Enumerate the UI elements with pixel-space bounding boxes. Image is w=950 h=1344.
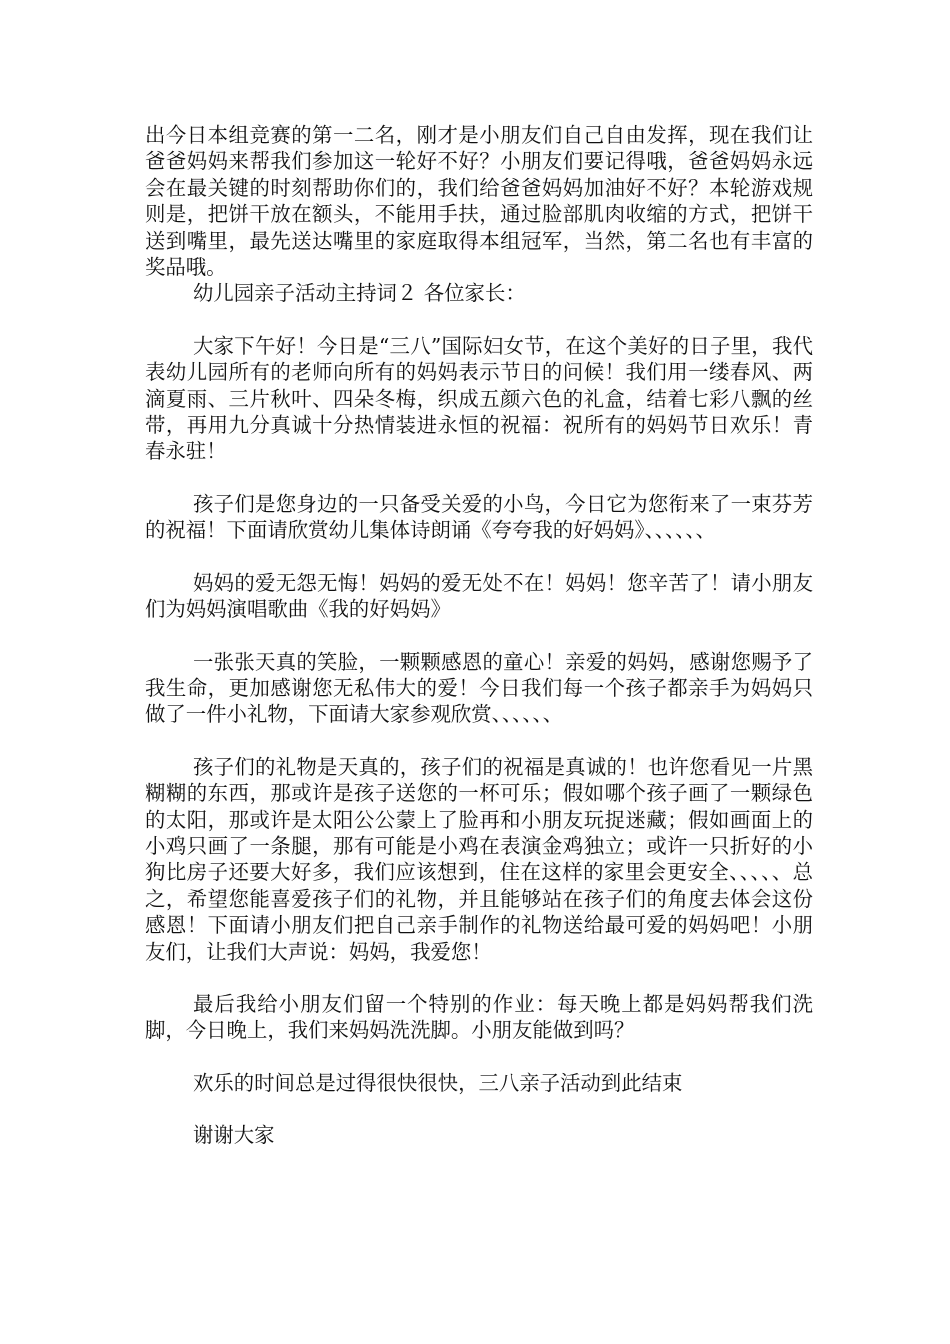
paragraph-gift-description: 孩子们的礼物是天真的，孩子们的祝福是真诚的！也许您看见一片黑糊糊的东西，那或许是孩子送您的一杯可乐；假如哪个孩子画了一颗绿色的太阳，那或许是太阳公公蒙上了脸再和小朋友玩捉迷藏；假如画面上的小鸡只画了一条腿，那有可能是小鸡在表演金鸡独立；或许一只折好的小狗比房子还要大好多，我们应该想到，住在这样的家里会更安全、、、、、总之，希望您能喜爱孩子们的礼物，并且能够站在孩子们的角度去体会这份感恩！下面请小朋友们把自己亲手制作的礼物送给最可爱的妈妈吧！小朋友们，让我们大声说：妈妈，我爱您！ [145,754,813,964]
paragraph-thanks: 谢谢大家 [193,1123,275,1148]
document-body [145,122,813,1149]
paragraph-closing: 欢乐的时间总是过得很快很快，三八亲子活动到此结束 [193,1070,683,1095]
paragraph-section-heading: 幼儿园亲子活动主持词２ 各位家长： [193,281,526,306]
paragraph-greeting: 大家下午好！今日是“三八”国际妇女节，在这个美好的日子里，我代表幼儿园所有的老师向所有的妈妈表示节日的问候！我们用一缕春风、两滴夏雨、三片秋叶、四朵冬梅，织成五颜六色的礼盒，结着七彩八飘的丝带，再用九分真诚十分热情装进永恒的祝福：祝所有的妈妈节日欢乐！青春永驻！ [145,333,813,464]
paragraph-game-rules: 出今日本组竞赛的第一二名，刚才是小朋友们自己自由发挥，现在我们让爸爸妈妈来帮我们参加这一轮好不好？小朋友们要记得哦，爸爸妈妈永远会在最关键的时刻帮助你们的，我们给爸爸妈妈加油好不好？本轮游戏规则是，把饼干放在额头，不能用手扶，通过脸部肌肉收缩的方式，把饼干送到嘴里，最先送达嘴里的家庭取得本组冠军，当然，第二名也有丰富的奖品哦。 [145,123,813,280]
paragraph-homework: 最后我给小朋友们留一个特别的作业：每天晚上都是妈妈帮我们洗脚，今日晚上，我们来妈妈洗洗脚。小朋友能做到吗？ [145,991,813,1043]
paragraph-gift-intro: 一张张天真的笑脸，一颗颗感恩的童心！亲爱的妈妈，感谢您赐予了我生命，更加感谢您无私伟大的爱！今日我们每一个孩子都亲手为妈妈只做了一件小礼物，下面请大家参观欣赏、、、、、、 [145,649,813,727]
paragraph-song-intro: 妈妈的爱无怨无悔！妈妈的爱无处不在！妈妈！您辛苦了！请小朋友们为妈妈演唱歌曲《我的好妈妈》 [145,570,813,622]
paragraph-poem-intro: 孩子们是您身边的一只备受关爱的小鸟，今日它为您衔来了一束芬芳的祝福！下面请欣赏幼儿集体诗朗诵《夸夸我的好妈妈》、、、、、、 [145,491,813,543]
